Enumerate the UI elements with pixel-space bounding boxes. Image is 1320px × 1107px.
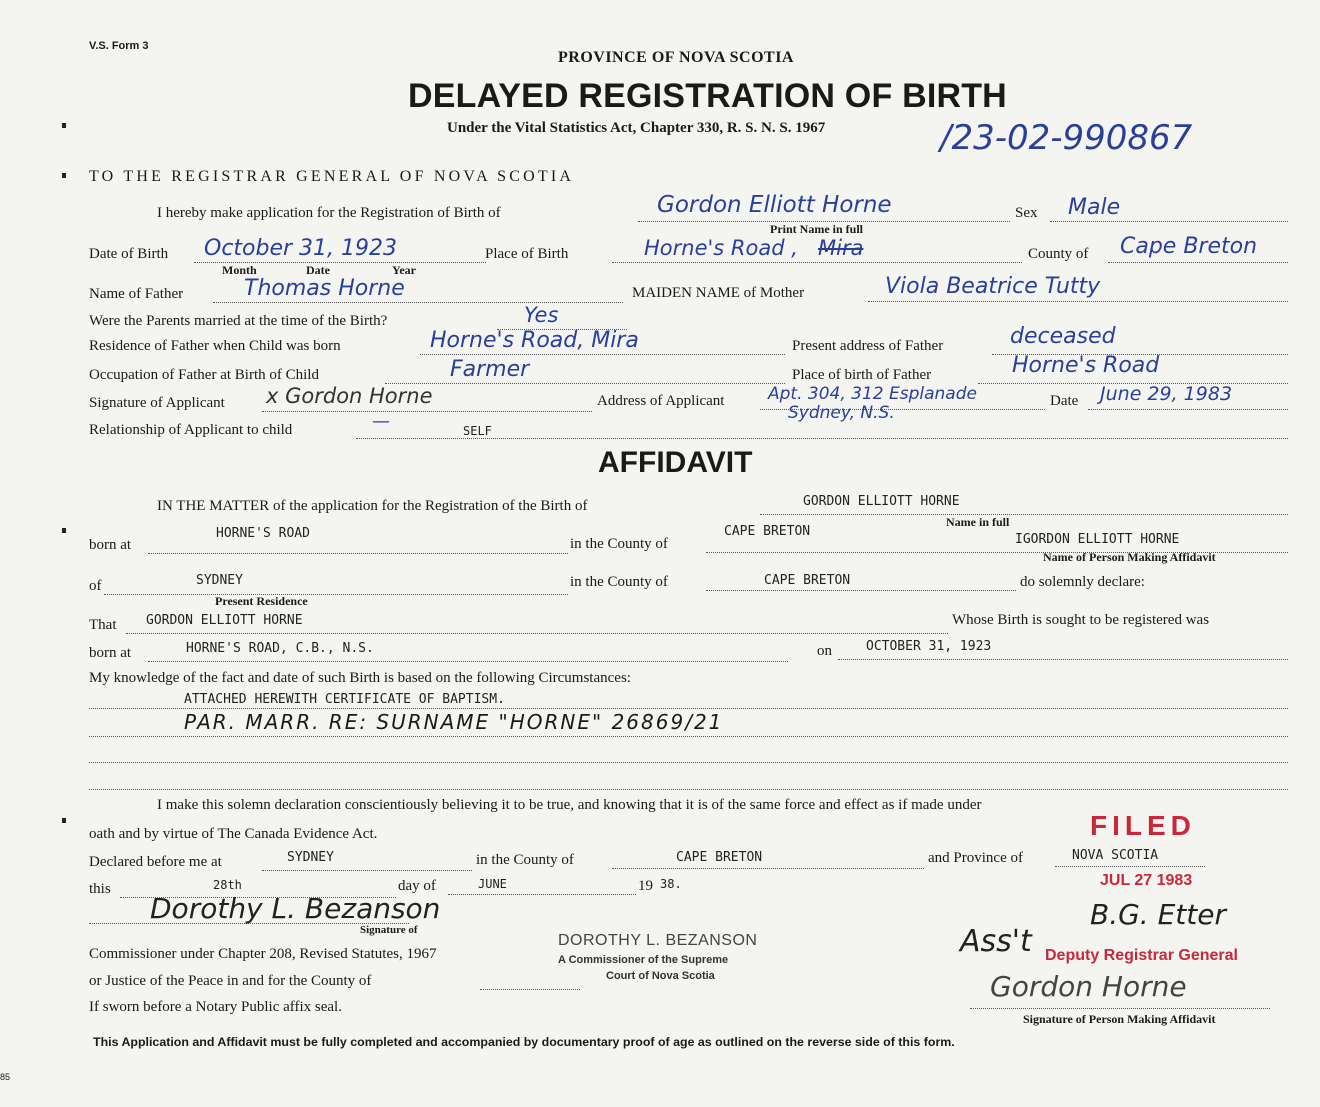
born-at-label: born at xyxy=(89,537,132,553)
married-value: Yes xyxy=(524,303,559,327)
of-label: of xyxy=(89,578,102,594)
province-heading: PROVINCE OF NOVA SCOTIA xyxy=(558,49,794,66)
commissioner-stamp-line-1: DOROTHY L. BEZANSON xyxy=(558,932,758,949)
margin-mark xyxy=(62,173,66,178)
declared-at-value: SYDNEY xyxy=(287,850,334,865)
father-residence-label: Residence of Father when Child was born xyxy=(89,338,341,354)
commissioner-signature: Dorothy L. Bezanson xyxy=(150,892,441,925)
declare-label: do solemnly declare: xyxy=(1020,574,1145,590)
child-name: Gordon Elliott Horne xyxy=(657,192,892,218)
declaration-line-2: oath and by virtue of The Canada Evidence Act. xyxy=(89,826,378,842)
dob-month-note: Month xyxy=(222,263,257,277)
that-label: That xyxy=(89,617,117,633)
day-value: 28th xyxy=(213,878,242,892)
justice-label: or Justice of the Peace in and for the County of xyxy=(89,973,372,989)
knowledge-label: My knowledge of the fact and date of such Birth is based on the following Circumstances: xyxy=(89,670,631,686)
month-value: JUNE xyxy=(478,877,507,891)
commissioner-stamp-line-3: Court of Nova Scotia xyxy=(606,970,715,982)
filed-date-stamp: JUL 27 1983 xyxy=(1100,872,1193,889)
deputy-registrar-stamp: Deputy Registrar General xyxy=(1045,947,1238,964)
county-value: Cape Breton xyxy=(1120,234,1258,259)
applicant-address-label: Address of Applicant xyxy=(597,393,725,409)
present-residence-note: Present Residence xyxy=(215,594,308,608)
dob-label: Date of Birth xyxy=(89,246,169,262)
applicant-address-line-2: Sydney, N.S. xyxy=(788,403,895,423)
father-present-value: deceased xyxy=(1010,324,1116,349)
occupation-value: Farmer xyxy=(450,357,530,382)
declared-label: Declared before me at xyxy=(89,854,222,870)
county-value-affidavit: CAPE BRETON xyxy=(724,524,811,539)
margin-mark xyxy=(62,123,66,128)
pob-label: Place of Birth xyxy=(485,246,569,262)
form-number: V.S. Form 3 xyxy=(89,40,149,52)
margin-mark xyxy=(62,818,66,823)
page-title: DELAYED REGISTRATION OF BIRTH xyxy=(408,77,1007,115)
county-value-3: CAPE BRETON xyxy=(676,850,763,865)
date-label: Date xyxy=(1050,393,1079,409)
father-pob-label: Place of birth of Father xyxy=(792,367,932,383)
circumstance-1: ATTACHED HEREWITH CERTIFICATE OF BAPTISM. xyxy=(184,692,505,707)
act-subtitle: Under the Vital Statistics Act, Chapter 330, R. S. N. S. 1967 xyxy=(447,120,826,136)
province-value: NOVA SCOTIA xyxy=(1072,848,1159,863)
county-label-3: in the County of xyxy=(476,852,574,868)
notary-label: If sworn before a Notary Public affix seal. xyxy=(89,999,342,1015)
asst-prefix: Ass't xyxy=(960,924,1032,959)
occupation-label: Occupation of Father at Birth of Child xyxy=(89,367,319,383)
addressee: TO THE REGISTRAR GENERAL OF NOVA SCOTIA xyxy=(89,168,575,185)
father-residence-value: Horne's Road, Mira xyxy=(430,328,639,353)
declaration-line-1: I make this solemn declaration conscientiously believing it to be true, and knowing that it is of the same force and effect as if made under xyxy=(157,797,982,813)
year-prefix: 19 xyxy=(638,878,653,894)
affiant-signature-note: Signature of Person Making Affidavit xyxy=(1023,1012,1216,1026)
affidavit-heading: AFFIDAVIT xyxy=(598,446,753,479)
signature-of-note: Signature of xyxy=(360,924,418,936)
dob-date-note: Date xyxy=(306,263,330,277)
affiant-signature: Gordon Horne xyxy=(990,970,1187,1003)
margin-number: 85 xyxy=(0,1072,11,1082)
mother-label: MAIDEN NAME of Mother xyxy=(632,285,805,301)
matter-label: IN THE MATTER of the application for the Registration of the Birth of xyxy=(157,498,588,514)
this-label: this xyxy=(89,881,111,897)
father-present-label: Present address of Father xyxy=(792,338,944,354)
relationship-label: Relationship of Applicant to child xyxy=(89,422,293,438)
relationship-value: SELF xyxy=(463,424,492,438)
intro-label: I hereby make application for the Registration of Birth of xyxy=(157,205,501,221)
father-value: Thomas Horne xyxy=(244,276,405,301)
footer-note: This Application and Affidavit must be fully completed and accompanied by documentary proof of age as outlined on the reverse side of this form. xyxy=(93,1035,955,1049)
date-value: June 29, 1983 xyxy=(1100,383,1233,405)
whose-birth-label: Whose Birth is sought to be registered was xyxy=(952,612,1210,628)
pob-value: Horne's Road , xyxy=(644,236,798,260)
registration-number: /23-02-990867 xyxy=(940,118,1193,158)
born-at-2-label: born at xyxy=(89,645,132,661)
born-at-2-value: HORNE'S ROAD, C.B., N.S. xyxy=(186,641,374,656)
county-label-affidavit: in the County of xyxy=(570,536,668,552)
affiant-name: IGORDON ELLIOTT HORNE xyxy=(1015,532,1180,547)
signature-label: Signature of Applicant xyxy=(89,395,225,411)
county-label-2: in the County of xyxy=(570,574,668,590)
of-value: SYDNEY xyxy=(196,573,243,588)
father-label: Name of Father xyxy=(89,286,184,302)
sex-value: Male xyxy=(1068,195,1121,220)
applicant-address-line-1: Apt. 304, 312 Esplanade xyxy=(768,384,977,404)
married-label: Were the Parents married at the time of the Birth? xyxy=(89,313,388,329)
margin-mark xyxy=(62,528,66,533)
name-in-full-note: Name in full xyxy=(946,515,1010,529)
pob-struck: Mira xyxy=(818,236,864,260)
province-label: and Province of xyxy=(928,850,1023,866)
relationship-dash: — xyxy=(372,411,390,432)
mother-value: Viola Beatrice Tutty xyxy=(885,274,1101,299)
commissioner-label: Commissioner under Chapter 208, Revised Statutes, 1967 xyxy=(89,946,437,962)
circumstance-2: PAR. MARR. RE: SURNAME "HORNE" 26869/21 xyxy=(184,710,724,734)
sex-label: Sex xyxy=(1015,205,1038,221)
county-label: County of xyxy=(1028,246,1089,262)
deputy-signature: B.G. Etter xyxy=(1090,898,1226,931)
on-value: OCTOBER 31, 1923 xyxy=(866,639,992,654)
dob-year-note: Year xyxy=(392,263,416,277)
dob-value: October 31, 1923 xyxy=(204,236,398,261)
applicant-signature: x Gordon Horne xyxy=(266,384,433,408)
print-name-note: Print Name in full xyxy=(770,222,863,236)
affidavit-name: GORDON ELLIOTT HORNE xyxy=(803,494,960,509)
born-at-value: HORNE'S ROAD xyxy=(216,526,310,541)
county-value-2: CAPE BRETON xyxy=(764,573,851,588)
filed-stamp: FILED xyxy=(1090,810,1196,841)
father-pob-value: Horne's Road xyxy=(1012,353,1160,378)
that-value: GORDON ELLIOTT HORNE xyxy=(146,613,303,628)
on-label: on xyxy=(817,643,832,659)
commissioner-stamp-line-2: A Commissioner of the Supreme xyxy=(558,954,729,966)
affiant-note: Name of Person Making Affidavit xyxy=(1043,550,1216,564)
day-of-label: day of xyxy=(398,878,436,894)
year-value: 38. xyxy=(660,877,682,891)
